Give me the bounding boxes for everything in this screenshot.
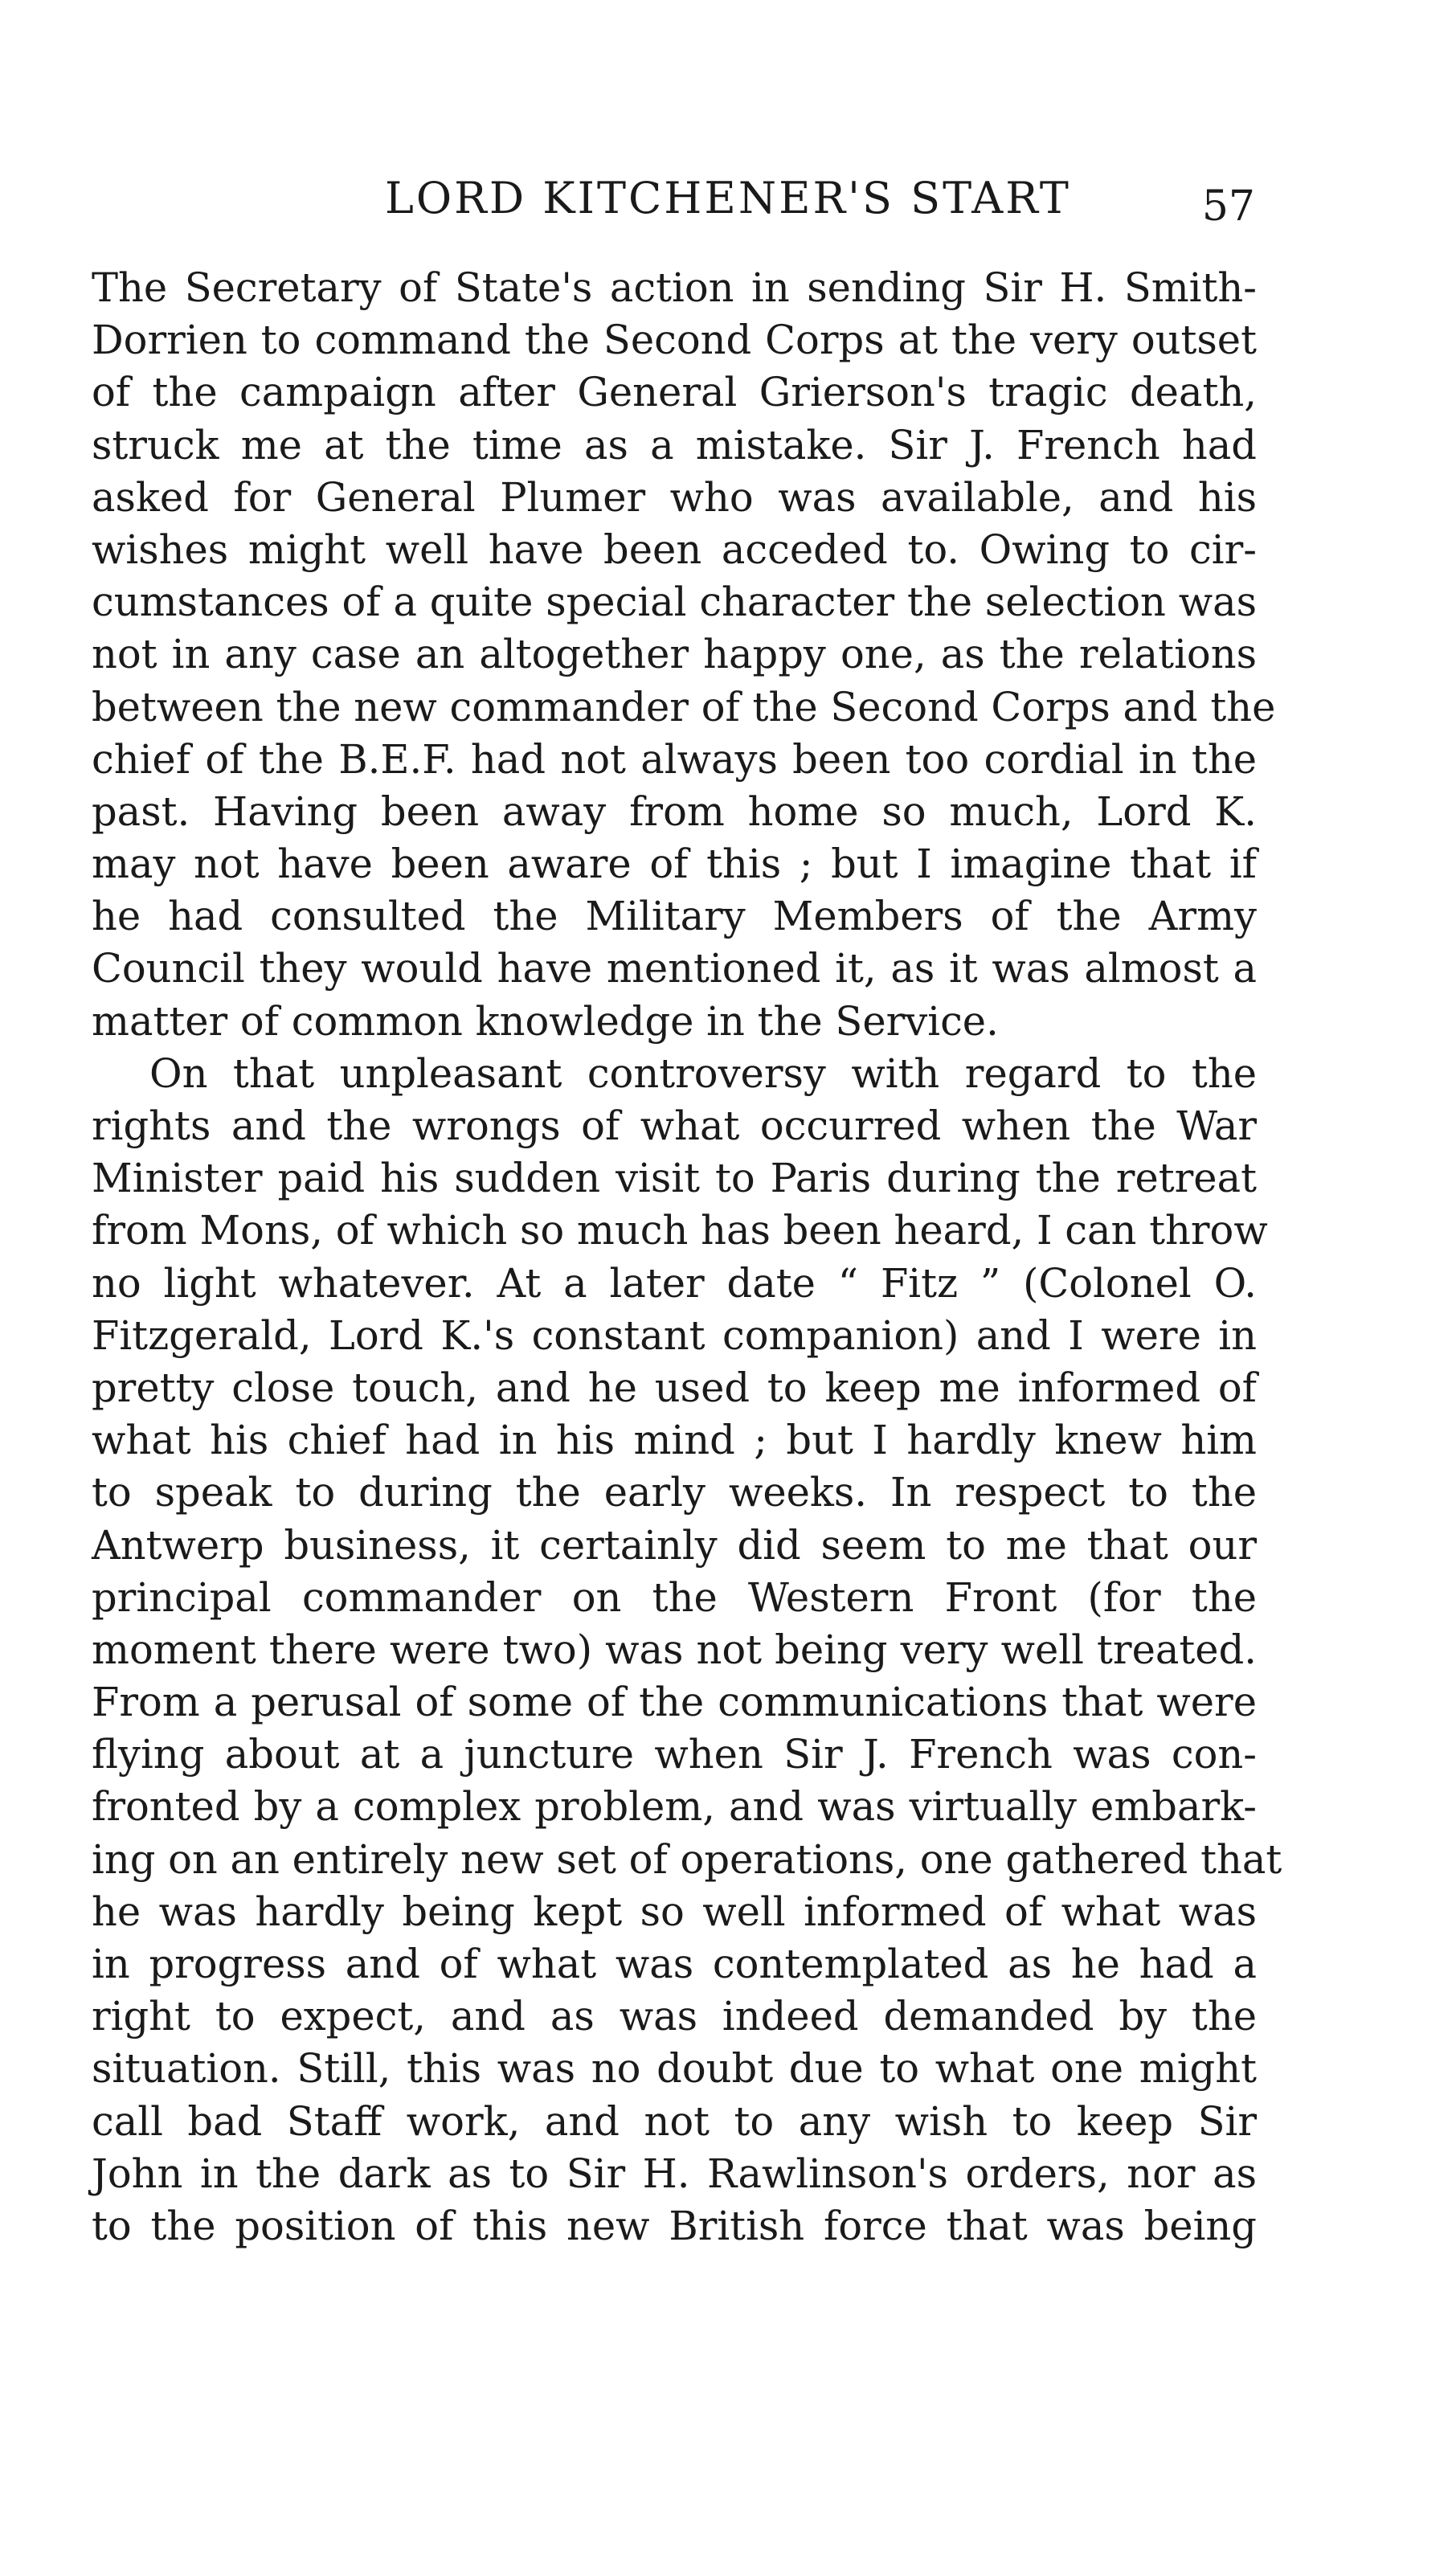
text-line: of the campaign after General Grierson's tragic death,	[92, 369, 1257, 416]
text-line: past. Having been away from home so much, Lord K.	[92, 788, 1257, 835]
text-line: Fitzgerald, Lord K.'s constant companion) and I were in	[92, 1311, 1257, 1359]
text-line: moment there were two) was not being very well treated.	[92, 1626, 1257, 1673]
text-line: from Mons, of which so much has been heard, I can throw	[92, 1207, 1268, 1254]
text-line: fronted by a complex problem, and was virtually embark-	[92, 1783, 1257, 1831]
text-line: John in the dark as to Sir H. Rawlinson's orders, nor as	[92, 2150, 1257, 2197]
text-line: struck me at the time as a mistake. Sir J. French had	[92, 421, 1257, 468]
text-line: The Secretary of State's action in sending Sir H. Smith-	[92, 264, 1257, 311]
text-line: ing on an entirely new set of operations, one gathered that	[92, 1835, 1282, 1883]
text-line: wishes might well have been acceded to. Owing to cir-	[92, 526, 1257, 573]
text-line: he had consulted the Military Members of the Army	[92, 893, 1257, 940]
text-line: right to expect, and as was indeed demanded by the	[92, 1993, 1257, 2040]
text-line: rights and the wrongs of what occurred when the War	[92, 1103, 1257, 1149]
paragraph-1	[92, 262, 1276, 1048]
text-line: Dorrien to command the Second Corps at the very outset	[92, 317, 1257, 364]
text-line: may not have been aware of this ; but I imagine that if	[92, 841, 1257, 888]
page-number: 57	[1201, 182, 1255, 231]
text-line: chief of the B.E.F. had not always been too cordial in the	[92, 735, 1257, 783]
text-line: he was hardly being kept so well informed of what was	[92, 1888, 1257, 1935]
body-text	[92, 262, 1282, 2252]
text-line: not in any case an altogether happy one, as the relations	[92, 631, 1257, 678]
text-line: between the new commander of the Second Corps and the	[92, 683, 1276, 730]
text-line: On that unpleasant controversy with regard to the	[149, 1049, 1257, 1097]
paragraph-2	[92, 1048, 1282, 2252]
text-line: call bad Staff work, and not to any wish to keep Sir	[92, 2097, 1257, 2145]
text-line: principal commander on the Western Front (for the	[92, 1573, 1257, 1621]
text-line: Council they would have mentioned it, as it was almost a	[92, 945, 1257, 992]
text-line: asked for General Plumer who was available, and his	[92, 473, 1257, 521]
running-head: LORD KITCHENER'S START	[385, 173, 1071, 223]
text-line: no light whatever. At a later date “ Fitz ” (Colonel O.	[92, 1259, 1257, 1307]
text-line: Antwerp business, it certainly did seem to me that our	[92, 1521, 1257, 1569]
page-header	[0, 170, 1456, 231]
text-line: pretty close touch, and he used to keep me informed of	[92, 1364, 1257, 1411]
text-line: cumstances of a quite special character the selection was	[92, 579, 1257, 626]
text-line: in progress and of what was contemplated as he had a	[92, 1941, 1257, 1987]
text-line: matter of common knowledge in the Service.	[92, 997, 999, 1045]
text-line: flying about at a juncture when Sir J. French was con-	[92, 1731, 1257, 1778]
text-line: to speak to during the early weeks. In respect to the	[92, 1469, 1257, 1516]
text-line: to the position of this new British force that was being	[92, 2202, 1257, 2249]
text-line: From a perusal of some of the communications that were	[92, 1679, 1257, 1726]
text-line: situation. Still, this was no doubt due to what one might	[92, 2045, 1257, 2093]
text-line: Minister paid his sudden visit to Paris during the retreat	[92, 1155, 1257, 1202]
text-line: what his chief had in his mind ; but I hardly knew him	[92, 1417, 1257, 1464]
